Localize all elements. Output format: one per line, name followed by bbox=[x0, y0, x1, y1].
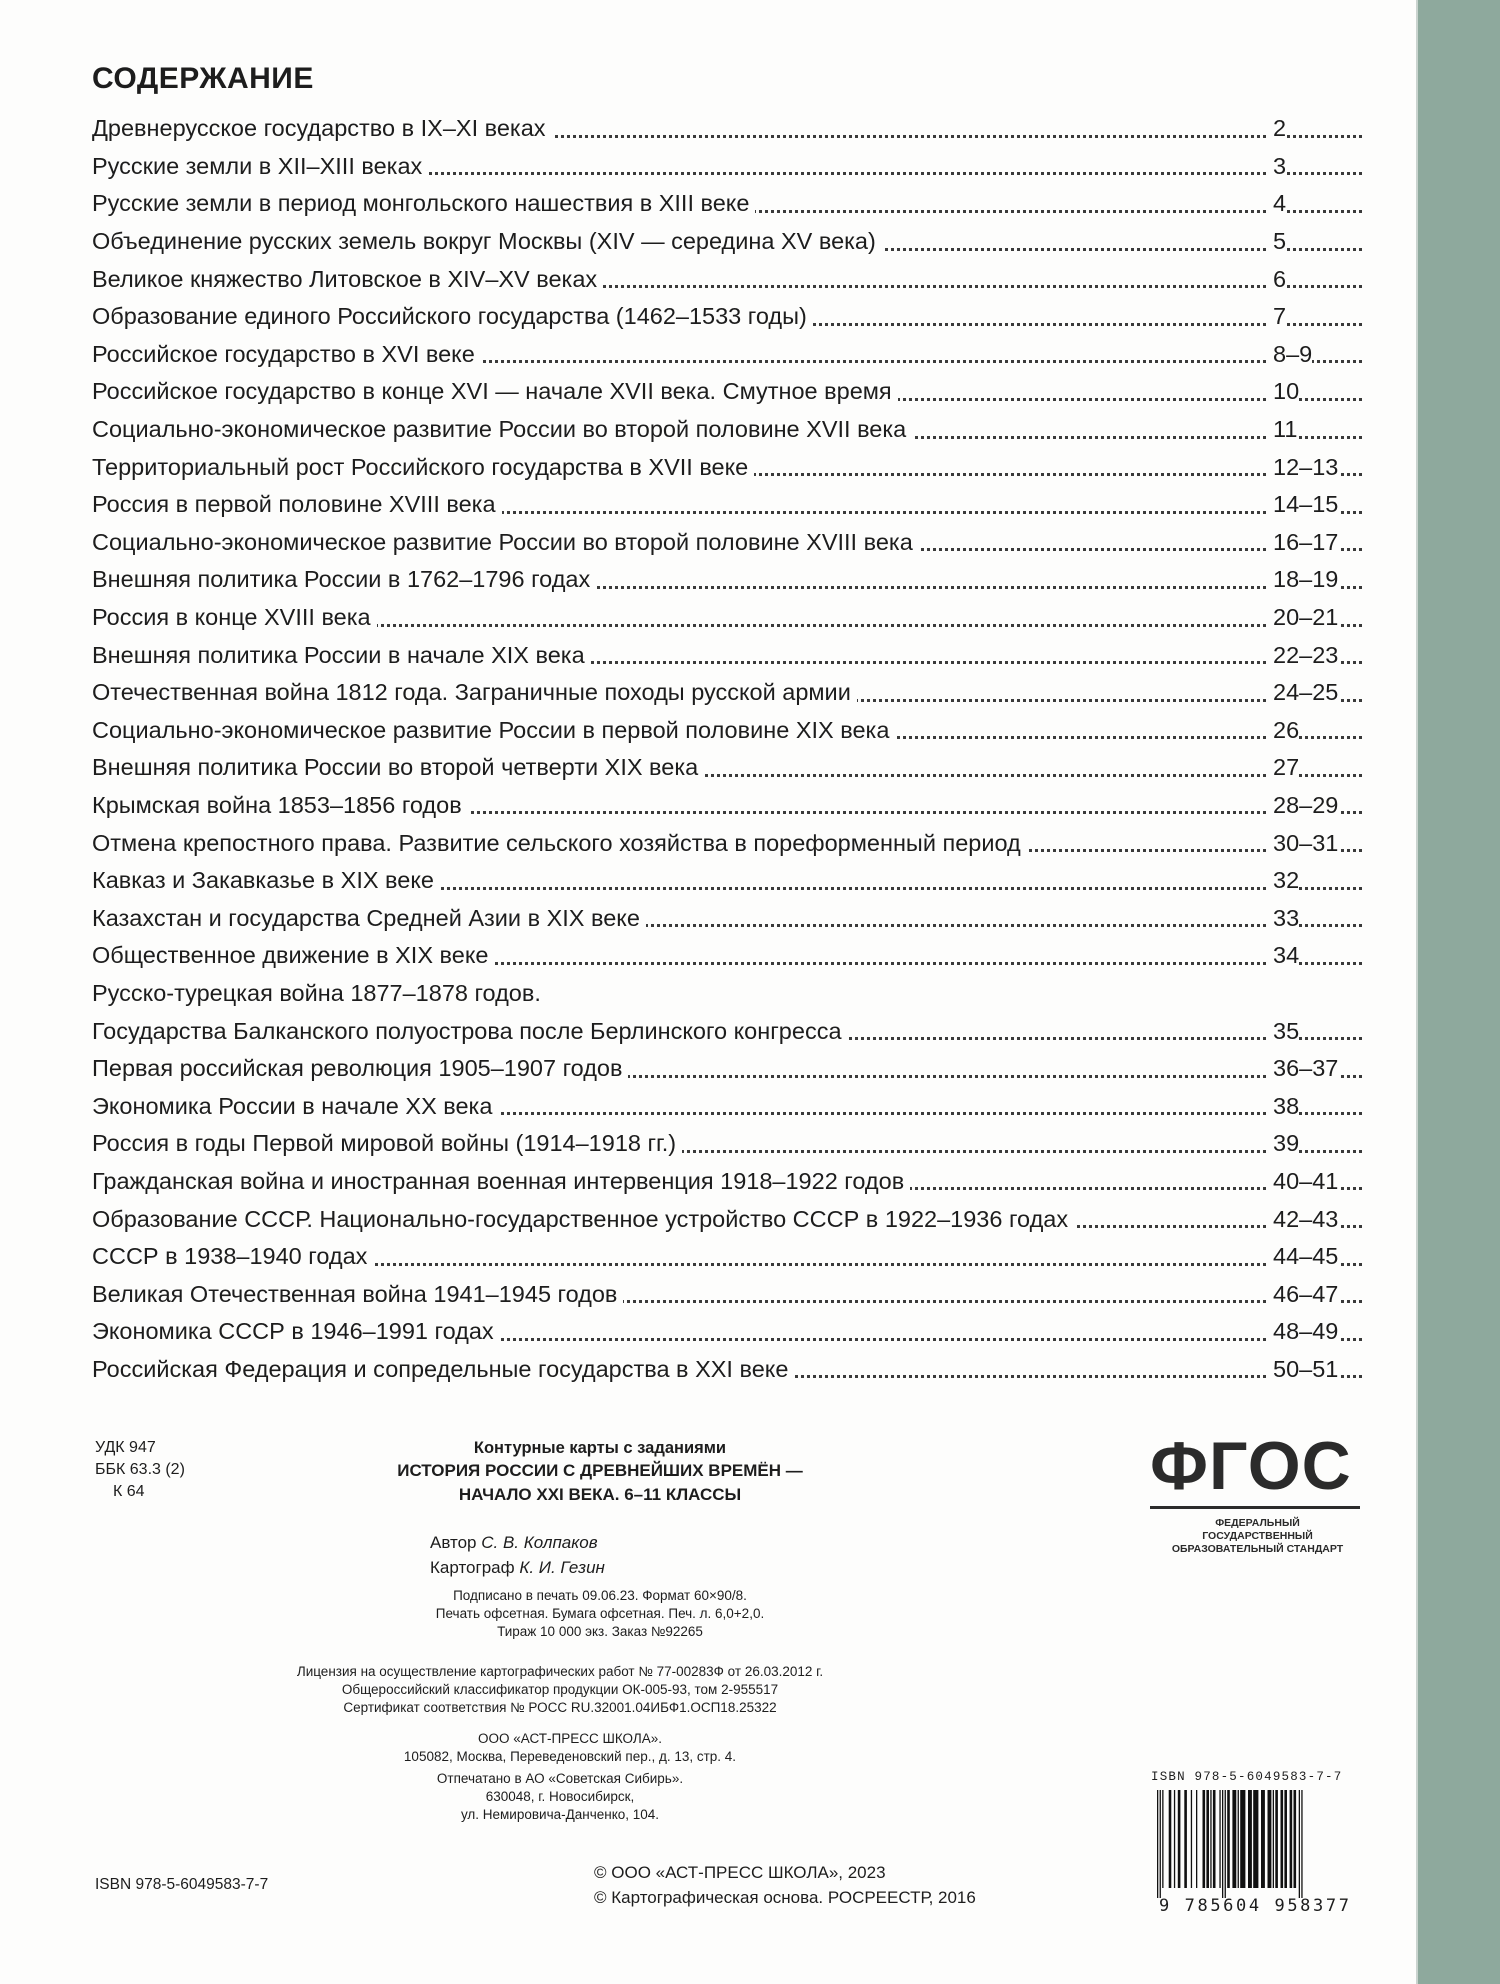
barcode-bar bbox=[1213, 1790, 1216, 1888]
barcode-isbn-label: ISBN 978-5-6049583-7-7 bbox=[1151, 1770, 1343, 1784]
toc-entry-title: Объединение русских земель вокруг Москвы (XIV — середина XV века) bbox=[92, 228, 882, 255]
barcode-bar bbox=[1225, 1790, 1226, 1898]
toc-entry-title: Русские земли в период монгольского нашествия в XIII веке bbox=[92, 190, 755, 217]
toc-entry-page: 11 bbox=[1267, 416, 1297, 443]
toc-entry bbox=[92, 899, 1362, 937]
barcode-bar bbox=[1284, 1790, 1287, 1888]
toc-entry bbox=[92, 1012, 1362, 1050]
printer-line: ул. Немировича-Данченко, 104. bbox=[460, 1807, 660, 1822]
printer-line: 630048, г. Новосибирск, bbox=[485, 1789, 635, 1804]
barcode-image bbox=[1151, 1790, 1366, 1898]
toc-heading: СОДЕРЖАНИЕ bbox=[92, 62, 314, 95]
cartographer-name: К. И. Гезин bbox=[519, 1558, 605, 1577]
toc-entry bbox=[92, 599, 1362, 637]
toc-entry-page: 38 bbox=[1267, 1093, 1299, 1120]
classification-codes bbox=[95, 1437, 185, 1503]
toc-entry bbox=[92, 937, 1362, 975]
toc-entry-page: 5 bbox=[1267, 228, 1286, 255]
fgos-subtitle-line: ГОСУДАРСТВЕННЫЙ bbox=[1202, 1530, 1313, 1542]
printer-details bbox=[300, 1770, 820, 1824]
barcode-bar bbox=[1210, 1790, 1211, 1888]
toc-entry-page: 26 bbox=[1267, 717, 1299, 744]
toc-entry bbox=[92, 373, 1362, 411]
toc-entry-title: Россия в годы Первой мировой войны (1914–1918 гг.) bbox=[92, 1130, 682, 1157]
toc-entry-page: 27 bbox=[1267, 754, 1299, 781]
toc-entry-title: Русские земли в XII–XIII веках bbox=[92, 153, 428, 180]
toc-entry-page: 8–9 bbox=[1267, 341, 1312, 368]
book-title-line-2: НАЧАЛО XXI ВЕКА. 6–11 КЛАССЫ bbox=[458, 1485, 742, 1504]
barcode-bar bbox=[1240, 1790, 1245, 1888]
toc-entry bbox=[92, 636, 1362, 674]
toc-entry-page: 10 bbox=[1267, 378, 1299, 405]
toc-entry-title: Кавказ и Закавказье в XIX веке bbox=[92, 867, 440, 894]
toc-entry-page: 34 bbox=[1267, 942, 1299, 969]
toc-entry-title: Социально-экономическое развитие России в первой половине XIX века bbox=[92, 717, 895, 744]
toc-entry-page: 14–15 bbox=[1267, 491, 1338, 518]
toc-entry-title: Внешняя политика России в начале XIX века bbox=[92, 642, 591, 669]
toc-entry bbox=[92, 1050, 1362, 1088]
toc-entry-page: 39 bbox=[1267, 1130, 1299, 1157]
toc-entry-page: 32 bbox=[1267, 867, 1299, 894]
author-line bbox=[430, 1530, 605, 1555]
fgos-divider bbox=[1150, 1506, 1360, 1509]
toc-entry-page: 46–47 bbox=[1267, 1281, 1338, 1308]
cartographer-label: Картограф bbox=[430, 1558, 515, 1577]
toc-entry-title: Внешняя политика России в 1762–1796 годах bbox=[92, 566, 596, 593]
barcode-bar bbox=[1203, 1790, 1206, 1888]
toc-entry-title: Гражданская война и иностранная военная интервенция 1918–1922 годов bbox=[92, 1168, 910, 1195]
toc-entry bbox=[92, 1087, 1362, 1125]
toc-entry bbox=[92, 486, 1362, 524]
barcode-bar bbox=[1290, 1790, 1293, 1888]
toc-entry-page: 7 bbox=[1267, 303, 1286, 330]
toc-entry bbox=[92, 787, 1362, 825]
publisher-line: 105082, Москва, Переведеновский пер., д. 13, стр. 4. bbox=[403, 1749, 737, 1764]
toc-entry bbox=[92, 1238, 1362, 1276]
toc-entry-page: 35 bbox=[1267, 1018, 1299, 1045]
toc-entry-title: Российская Федерация и сопредельные государства в XXI веке bbox=[92, 1356, 794, 1383]
barcode-bar bbox=[1232, 1790, 1236, 1888]
book-title-line-1: ИСТОРИЯ РОССИИ С ДРЕВНЕЙШИХ ВРЕМЁН — bbox=[397, 1461, 803, 1480]
author-mark: К 64 bbox=[113, 1483, 145, 1500]
toc-entry-page: 42–43 bbox=[1267, 1206, 1338, 1233]
toc-entry bbox=[92, 1163, 1362, 1201]
barcode-bar bbox=[1275, 1790, 1278, 1888]
copyright-line: © ООО «АСТ-ПРЕСС ШКОЛА», 2023 bbox=[594, 1863, 886, 1882]
fgos-subtitle bbox=[1150, 1517, 1365, 1556]
barcode-bar bbox=[1178, 1790, 1181, 1888]
print-details bbox=[360, 1587, 840, 1641]
book-info bbox=[290, 1437, 910, 1507]
toc-entry bbox=[92, 975, 1362, 1013]
toc-entry bbox=[92, 448, 1362, 486]
toc-entry-title: Образование единого Российского государства (1462–1533 годы) bbox=[92, 303, 813, 330]
toc-entry-title: СССР в 1938–1940 годах bbox=[92, 1243, 373, 1270]
toc-entry-page: 44–45 bbox=[1267, 1243, 1338, 1270]
fgos-subtitle-line: ФЕДЕРАЛЬНЫЙ bbox=[1215, 1517, 1300, 1529]
toc-entry-title: Российское государство в XVI веке bbox=[92, 341, 481, 368]
toc-entry-page: 40–41 bbox=[1267, 1168, 1338, 1195]
isbn-text: ISBN 978-5-6049583-7-7 bbox=[95, 1876, 269, 1893]
toc-entry-title: Отмена крепостного права. Развитие сельского хозяйства в пореформенный период bbox=[92, 830, 1027, 857]
toc-entry bbox=[92, 1200, 1362, 1238]
toc-entry-title: Отечественная война 1812 года. Заграничные походы русской армии bbox=[92, 679, 857, 706]
barcode-bar bbox=[1294, 1790, 1297, 1888]
toc-entry-page: 6 bbox=[1267, 266, 1286, 293]
toc-entry bbox=[92, 336, 1362, 374]
book-credits bbox=[430, 1530, 605, 1580]
toc-entry-title: Экономика России в начале XX века bbox=[92, 1093, 498, 1120]
book-kicker: Контурные карты с заданиями bbox=[473, 1439, 727, 1457]
author-name: С. В. Колпаков bbox=[481, 1533, 598, 1552]
print-line: Тираж 10 000 экз. Заказ №92265 bbox=[497, 1624, 703, 1639]
barcode-bar bbox=[1299, 1790, 1300, 1898]
print-line: Подписано в печать 09.06.23. Формат 60×90/8. bbox=[453, 1588, 747, 1603]
toc-entry bbox=[92, 712, 1362, 750]
toc-entry-title: Казахстан и государства Средней Азии в XIX веке bbox=[92, 905, 646, 932]
barcode-bar bbox=[1281, 1790, 1284, 1888]
barcode-bar bbox=[1206, 1790, 1209, 1888]
barcode-bar bbox=[1227, 1790, 1230, 1888]
toc-entry-title: Россия в конце XVIII века bbox=[92, 604, 377, 631]
toc-entry bbox=[92, 524, 1362, 562]
barcode-block bbox=[1151, 1770, 1366, 1916]
barcode-bar bbox=[1157, 1790, 1158, 1898]
toc-entry-title: Великое княжество Литовское в XIV–XV веках bbox=[92, 266, 603, 293]
fgos-subtitle-line: ОБРАЗОВАТЕЛЬНЫЙ СТАНДАРТ bbox=[1171, 1543, 1344, 1555]
fgos-badge bbox=[1150, 1428, 1365, 1556]
barcode-bar bbox=[1253, 1790, 1258, 1888]
printer-line: Отпечатано в АО «Советская Сибирь». bbox=[436, 1771, 684, 1786]
toc-entry-page: 16–17 bbox=[1267, 529, 1338, 556]
barcode-bar bbox=[1169, 1790, 1172, 1888]
toc-entry bbox=[92, 561, 1362, 599]
toc-entry bbox=[92, 1351, 1362, 1389]
toc-entry-page: 50–51 bbox=[1267, 1356, 1338, 1383]
barcode-bar bbox=[1219, 1790, 1220, 1888]
bbk-code: ББК 63.3 (2) bbox=[95, 1461, 185, 1478]
barcode-bar bbox=[1162, 1790, 1163, 1888]
license-line: Лицензия на осуществление картографических работ № 77-00283Ф от 26.03.2012 г. bbox=[296, 1664, 824, 1679]
toc-entry bbox=[92, 1275, 1362, 1313]
toc-entry-title: Социально-экономическое развитие России во второй половине XVIII века bbox=[92, 529, 919, 556]
copyright-block bbox=[594, 1860, 976, 1910]
toc-entry-title: Территориальный рост Российского государства в XVII веке bbox=[92, 454, 754, 481]
barcode-bar bbox=[1191, 1790, 1192, 1888]
toc-entry-title: Первая российская революция 1905–1907 годов bbox=[92, 1055, 628, 1082]
barcode-bar bbox=[1196, 1790, 1197, 1888]
cover-spine-strip bbox=[1418, 0, 1500, 1984]
toc-entry bbox=[92, 1125, 1362, 1163]
barcode-bar bbox=[1261, 1790, 1265, 1888]
toc-entry bbox=[92, 674, 1362, 712]
print-line: Печать офсетная. Бумага офсетная. Печ. л. 6,0+2,0. bbox=[435, 1606, 765, 1621]
license-details bbox=[200, 1663, 920, 1717]
toc-entry bbox=[92, 298, 1362, 336]
toc-entry-title: Экономика СССР в 1946–1991 годах bbox=[92, 1318, 500, 1345]
barcode-bar bbox=[1268, 1790, 1272, 1888]
toc-entry-page: 28–29 bbox=[1267, 792, 1338, 819]
toc-entry bbox=[92, 1313, 1362, 1351]
toc-entry-page: 24–25 bbox=[1267, 679, 1338, 706]
toc-entry-title: Древнерусское государство в IX–XI веках bbox=[92, 115, 552, 142]
barcode-bar bbox=[1248, 1790, 1252, 1888]
barcode-bar bbox=[1174, 1790, 1175, 1888]
toc-entry-page: 30–31 bbox=[1267, 830, 1338, 857]
license-line: Общероссийский классификатор продукции ОК-005-93, том 2-955517 bbox=[341, 1682, 779, 1697]
publisher-details bbox=[300, 1730, 840, 1766]
toc-entry-page: 48–49 bbox=[1267, 1318, 1338, 1345]
table-of-contents bbox=[92, 110, 1362, 1388]
toc-entry bbox=[92, 148, 1362, 186]
barcode-bar bbox=[1184, 1790, 1187, 1888]
toc-entry bbox=[92, 260, 1362, 298]
fgos-logo: ФГОС bbox=[1150, 1428, 1352, 1504]
toc-entry-title: Внешняя политика России во второй четверти XIX века bbox=[92, 754, 704, 781]
license-line: Сертификат соответствия № РОСС RU.32001.04ИБФ1.ОСП18.25322 bbox=[343, 1700, 777, 1715]
barcode-bar bbox=[1273, 1790, 1274, 1888]
cartographer-line bbox=[430, 1555, 605, 1580]
toc-entry-title: Великая Отечественная война 1941–1945 годов bbox=[92, 1281, 623, 1308]
toc-entry-title: Российское государство в конце XVI — начале XVII века. Смутное время bbox=[92, 378, 898, 405]
toc-entry-page: 4 bbox=[1267, 190, 1286, 217]
toc-entry bbox=[92, 223, 1362, 261]
toc-entry-page: 18–19 bbox=[1267, 566, 1338, 593]
barcode-bar bbox=[1160, 1790, 1161, 1898]
toc-entry-page: 22–23 bbox=[1267, 642, 1338, 669]
udk-code: УДК 947 bbox=[95, 1439, 156, 1456]
toc-entry bbox=[92, 185, 1362, 223]
copyright-line: © Картографическая основа. РОСРЕЕСТР, 2016 bbox=[594, 1888, 976, 1907]
author-label: Автор bbox=[430, 1533, 477, 1552]
toc-entry-title: Государства Балканского полуострова после Берлинского конгресса bbox=[92, 1018, 848, 1045]
toc-entry-title: Образование СССР. Национально-государственное устройство СССР в 1922–1936 годах bbox=[92, 1206, 1074, 1233]
toc-entry-page: 36–37 bbox=[1267, 1055, 1338, 1082]
toc-entry-page: 2 bbox=[1267, 115, 1286, 142]
barcode-bar bbox=[1222, 1790, 1223, 1898]
toc-entry-page: 3 bbox=[1267, 153, 1286, 180]
toc-entry-page: 20–21 bbox=[1267, 604, 1338, 631]
toc-entry bbox=[92, 824, 1362, 862]
toc-entry bbox=[92, 110, 1362, 148]
toc-entry-title: Русско-турецкая война 1877–1878 годов. bbox=[92, 980, 547, 1007]
toc-entry-page: 33 bbox=[1267, 905, 1299, 932]
toc-entry-title: Социально-экономическое развитие России во второй половине XVII века bbox=[92, 416, 912, 443]
toc-entry bbox=[92, 749, 1362, 787]
barcode-bar bbox=[1301, 1790, 1302, 1898]
toc-entry-title: Крымская война 1853–1856 годов bbox=[92, 792, 468, 819]
toc-entry-page: 12–13 bbox=[1267, 454, 1338, 481]
toc-entry-title: Россия в первой половине XVIII века bbox=[92, 491, 502, 518]
barcode-digits: 9 785604 958377 bbox=[1159, 1896, 1352, 1916]
toc-entry bbox=[92, 411, 1362, 449]
toc-entry-title: Общественное движение в XIX веке bbox=[92, 942, 494, 969]
barcode-bar bbox=[1238, 1790, 1239, 1888]
toc-entry bbox=[92, 862, 1362, 900]
publisher-line: ООО «АСТ-ПРЕСС ШКОЛА». bbox=[477, 1731, 663, 1746]
